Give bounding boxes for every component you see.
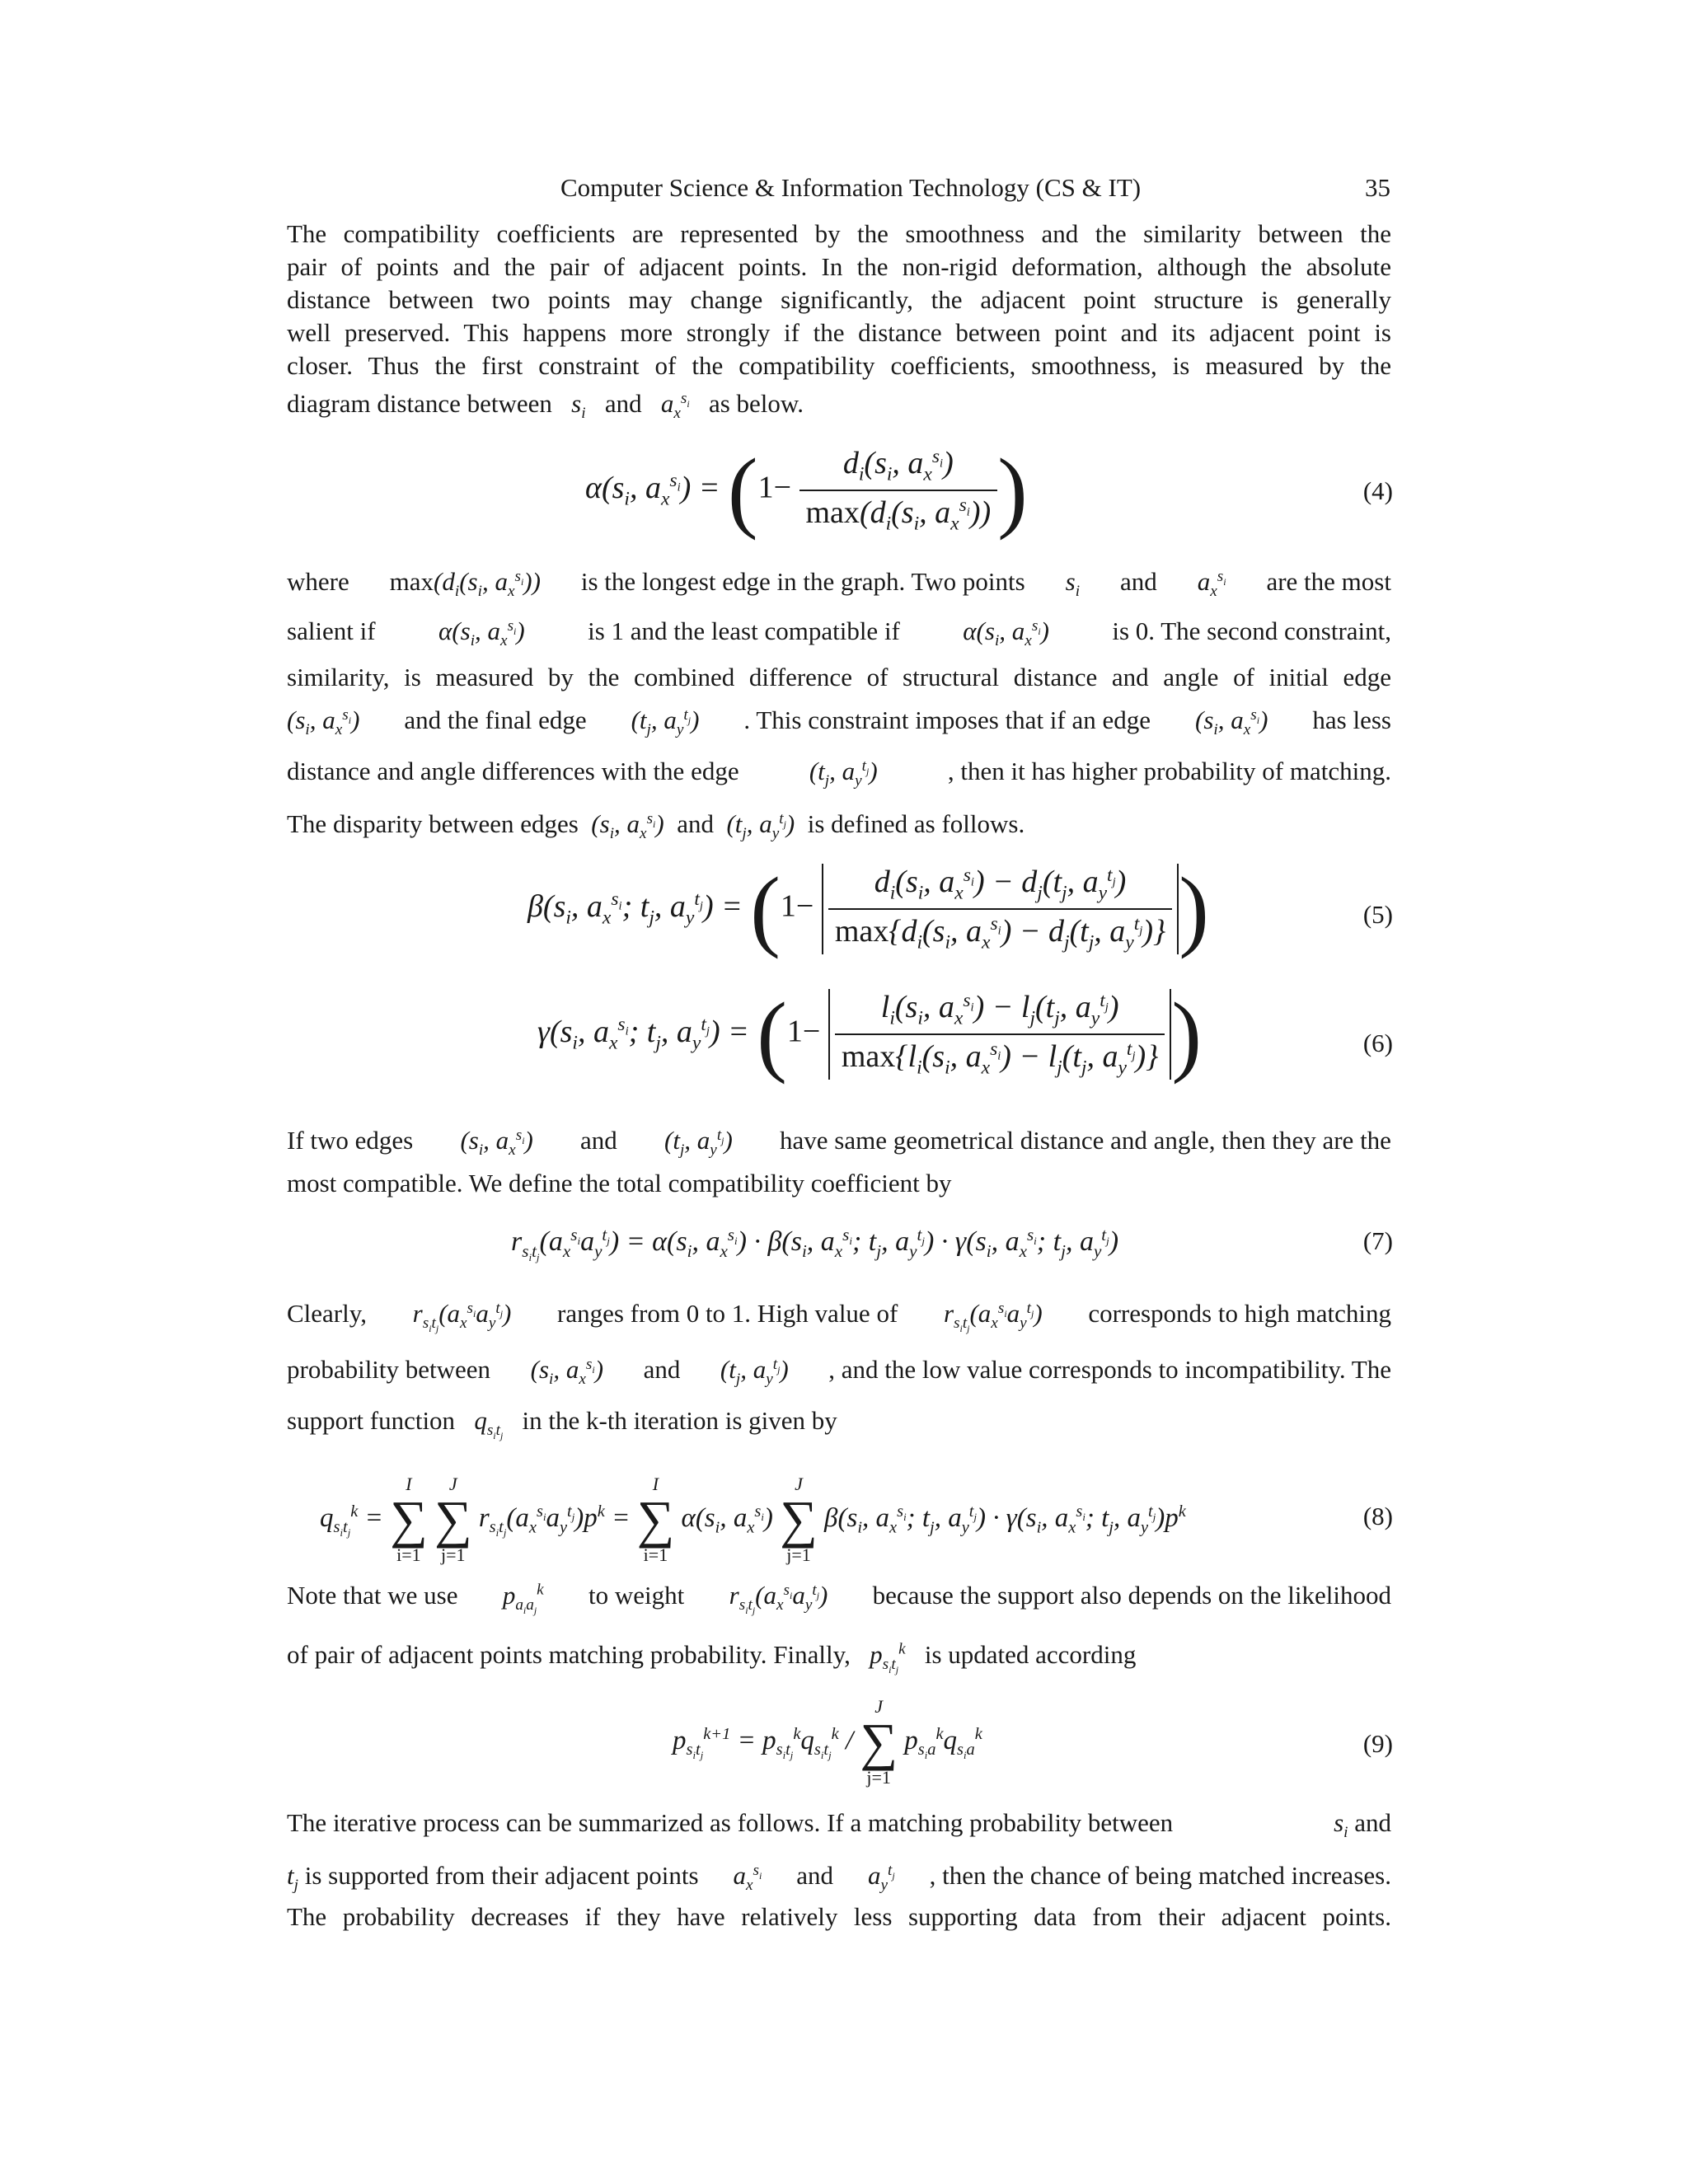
- equation-9: $p_{s_it_j}^{k+1} = p_{s_it_j}^kq_{s_it_j}^k$ / J ∑ j=1 $p_{s_ia}^kq_{s_ia}^k$: [673, 1696, 982, 1788]
- equation-number: (7): [1362, 1226, 1393, 1255]
- equation-5: $\beta(s_i$, $a_x^{s_i}$; $t_j$, $a_y^{t_j}) = (1-$ $\frac{d_i(s_i, a_x^{s_i}) - d_j(t_j, a_y^{t_j})}{\max\{d_i(s_i, a_x^{s_i}) - d_j(t_j, a_y^{t_j})\}}$ ): [528, 859, 1209, 959]
- text-line: salient if $\alpha(s_i$, $a_x^{s_i}$) is 1 and the least compatible if $\alpha(s_i$, $a_x^{s_i}$) is 0. The second constraint,: [287, 616, 1391, 650]
- text-line: where $\max(d_i(s_i$, $a_x^{s_i}$)) is the longest edge in the graph. Two points $s_i$ and $a_x^{s_i}$ are the most: [287, 567, 1391, 601]
- text-line: closer. Thus the first constraint of the compatibility coefficients, smoothness, is measured by the: [287, 351, 1391, 380]
- text-line: diagram distance between $s_i$ and $a_x^{s_i}$ as below.: [287, 389, 804, 423]
- equation-number: (6): [1362, 1029, 1393, 1057]
- text-line: pair of points and the pair of adjacent points. In the non-rigid deformation, although the absolute: [287, 252, 1391, 281]
- equation-number: (9): [1362, 1729, 1393, 1758]
- text-line: distance between two points may change significantly, the adjacent point structure is generally: [287, 285, 1391, 314]
- page-number: 35: [1365, 173, 1390, 202]
- paragraph-smoothness: [287, 218, 1391, 382]
- running-header: Computer Science & Information Technology (CS & IT): [560, 173, 1142, 202]
- text-line: well preserved. This happens more strongly if the distance between point and its adjacent point is: [287, 318, 1391, 347]
- equation-number: (8): [1362, 1502, 1393, 1530]
- text-line: The probability decreases if they have relatively less supporting data from their adjacent points.: [287, 1902, 1391, 1931]
- equation-6: $\gamma(s_i$, $a_x^{s_i}$; $t_j$, $a_y^{t_j}) = (1-$ $\frac{l_i(s_i, a_x^{s_i}) - l_j(t_j, a_y^{t_j})}{\max\{l_i(s_i, a_x^{s_i}) - l_j(t_j, a_y^{t_j})\}}$ ): [537, 984, 1203, 1085]
- equation-7: $r_{s_it_j}(a_x^{s_i}a_y^{t_j}) = \alpha(s_i$, $a_x^{s_i}) \cdot \beta(s_i$, $a_x^{s_i}$; $t_j$, $a_y^{t_j}) \cdot \gamma(s_i$, $a_x^{s_i}$; $t_j$, $a_y^{t_j}$): [511, 1225, 1119, 1264]
- text-line: If two edges ($s_i$, $a_x^{s_i}$) and ($t_j$, $a_y^{t_j}$) have same geometrical distance and angle, then they are the: [287, 1126, 1391, 1160]
- text-line: ($s_i$, $a_x^{s_i}$) and the final edge ($t_j$, $a_y^{t_j}$) . This constraint imposes that if an edge ($s_i$, $a_x^{s_i}$) has less: [287, 705, 1391, 739]
- text-line: support function $q_{s_it_j}$ in the k-th iteration is given by: [287, 1406, 837, 1442]
- text-line: The iterative process can be summarized as follows. If a matching probability between $s_i$ and: [287, 1808, 1391, 1842]
- equation-number: (4): [1362, 476, 1393, 505]
- text-line: The compatibility coefficients are represented by the smoothness and the similarity between the: [287, 219, 1391, 248]
- equation-number: (5): [1362, 900, 1393, 929]
- text-line: Clearly, $r_{s_it_j}(a_x^{s_i}a_y^{t_j})$ ranges from 0 to 1. High value of $r_{s_it_j}(a_x^{s_i}a_y^{t_j})$ corresponds to high matching: [287, 1299, 1391, 1335]
- text-line: Note that we use $p_{a_ia_j}^k$ to weight $r_{s_it_j}(a_x^{s_i}a_y^{t_j})$ because the support also depends on the likelihood: [287, 1581, 1391, 1617]
- text-line: similarity, is measured by the combined difference of structural distance and angle of initial edge: [287, 663, 1391, 691]
- equation-8: $q_{s_it_j}^k$ = I ∑ i=1 J ∑ j=1 $r_{s_it_j}(a_x^{s_i}a_y^{t_j})p^k$ = I ∑ i=1 $\alpha(s_i$, $a_x^{s_i}$) J ∑ j=1 $\beta(s_i$, $a_x^{s_i}$; $t_j$, $a_y^{t_j}) \cdot \gamma(s_i$, $a_x^{s_i}$; $t_j$, $a_y^{t_j})p^k$: [320, 1474, 1186, 1565]
- text-line: The disparity between edges ($s_i$, $a_x^{s_i}$) and ($t_j$, $a_y^{t_j}$) is defined as follows.: [287, 809, 1025, 843]
- text-line: $t_j$ is supported from their adjacent points $a_x^{s_i}$ and $a_y^{t_j}$ , then the chance of being matched increases.: [287, 1861, 1391, 1895]
- text-line: distance and angle differences with the edge ($t_j$, $a_y^{t_j}$) , then it has higher probability of matching.: [287, 757, 1391, 790]
- text-line: probability between ($s_i$, $a_x^{s_i}$) and ($t_j$, $a_y^{t_j}$) , and the low value corresponds to incompatibility. The: [287, 1355, 1391, 1389]
- equation-4: $\alpha(s_i$, $a_x^{s_i}) = (1-$ $\frac{d_i(s_i, a_x^{s_i})}{\max(d_i(s_i, a_x^{s_i}))}$ ): [585, 440, 1028, 541]
- text-line: of pair of adjacent points matching probability. Finally, $p_{s_it_j}^k$ is updated according: [287, 1640, 1137, 1676]
- text-line: most compatible. We define the total compatibility coefficient by: [287, 1169, 952, 1197]
